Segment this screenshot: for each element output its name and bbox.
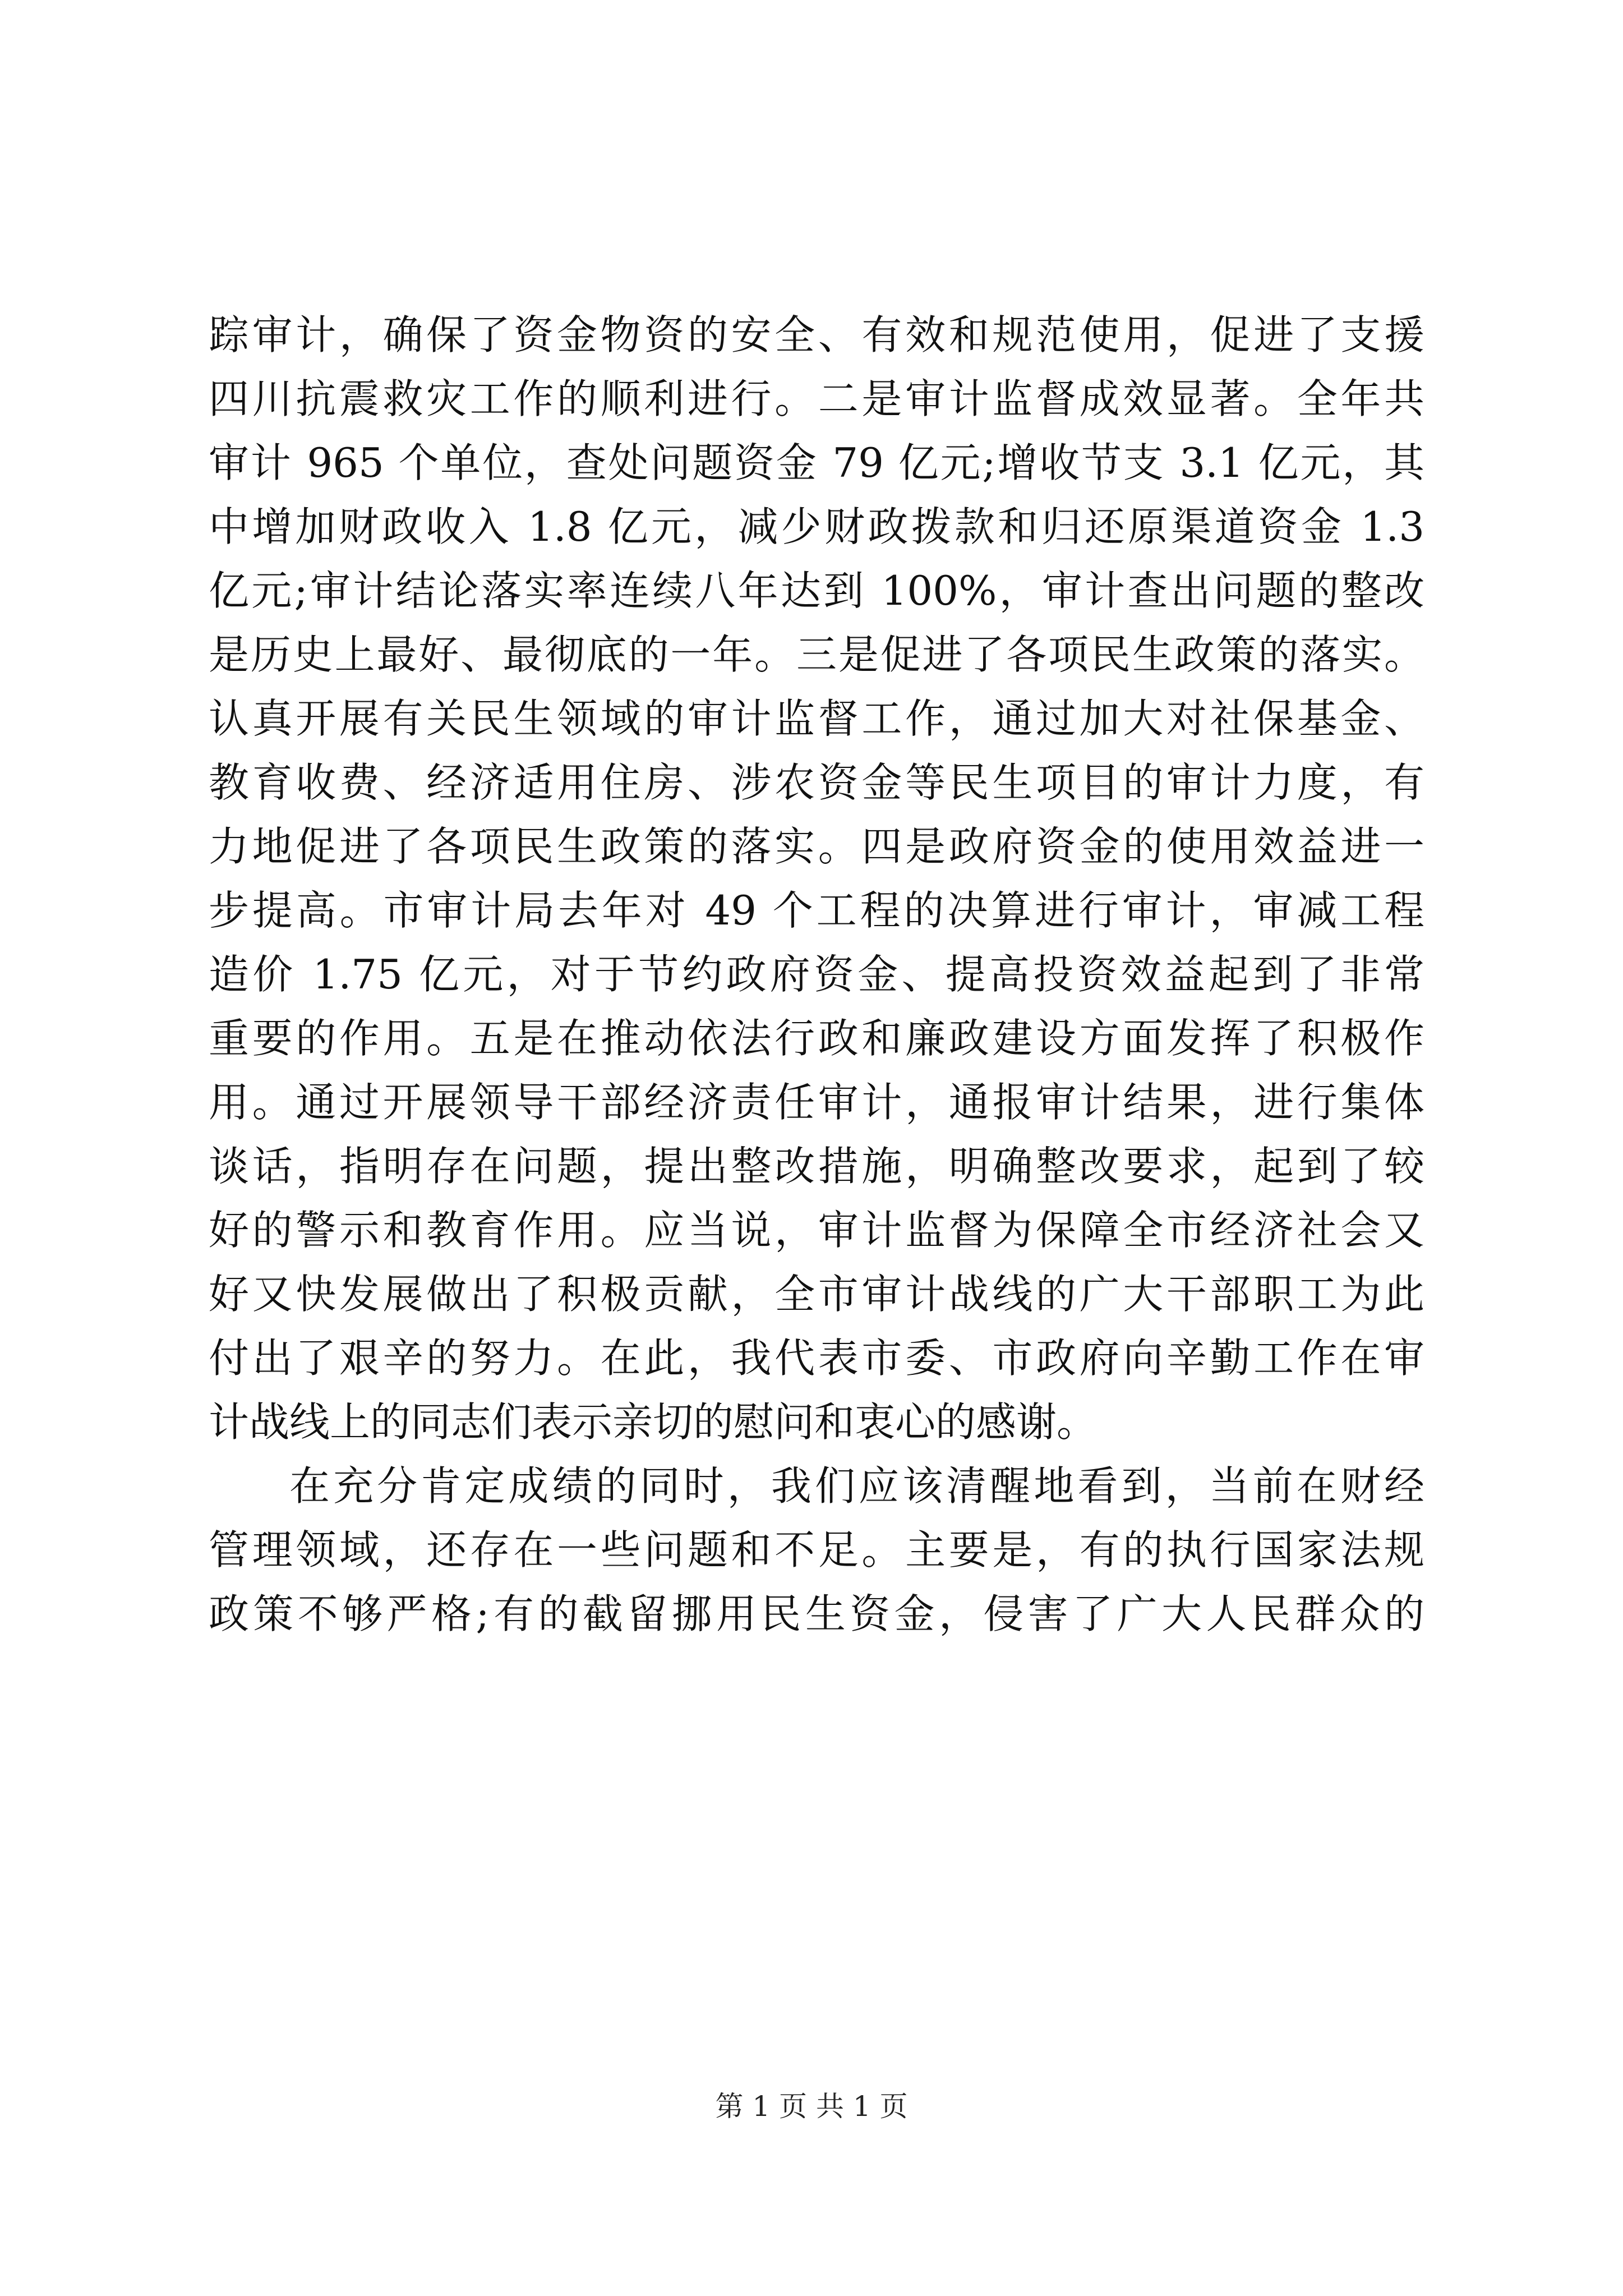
text-line: 在充分肯定成绩的同时，我们应该清醒地看到，当前在财经 [289, 1462, 1424, 1510]
text-line: 是历史上最好、最彻底的一年。三是促进了各项民生政策的落实。 [209, 631, 1424, 678]
text-line: 付出了艰辛的努力。在此，我代表市委、市政府向辛勤工作在审 [209, 1335, 1424, 1382]
document-body [209, 303, 1424, 1646]
text-line: 力地促进了各项民生政策的落实。四是政府资金的使用效益进一 [209, 823, 1424, 870]
text-line: 管理领域，还存在一些问题和不足。主要是，有的执行国家法规 [209, 1526, 1424, 1573]
page-footer: 第 1 页 共 1 页 [715, 2090, 908, 2123]
text-line: 亿元;审计结论落实率连续八年达到 100%，审计查出问题的整改 [209, 567, 1424, 614]
text-line: 造价 1.75 亿元，对于节约政府资金、提高投资效益起到了非常 [209, 951, 1424, 998]
text-line: 政策不够严格;有的截留挪用民生资金，侵害了广大人民群众的 [209, 1590, 1424, 1637]
text-line: 谈话，指明存在问题，提出整改措施，明确整改要求，起到了较 [209, 1143, 1424, 1190]
text-line: 计战线上的同志们表示亲切的慰问和衷心的感谢。 [209, 1398, 1098, 1446]
text-line: 中增加财政收入 1.8 亿元，减少财政拨款和归还原渠道资金 1.3 [209, 503, 1424, 550]
paragraph [209, 1454, 1424, 1646]
text-line: 认真开展有关民生领域的审计监督工作，通过加大对社保基金、 [209, 695, 1424, 742]
text-line: 用。通过开展领导干部经济责任审计，通报审计结果，进行集体 [209, 1079, 1424, 1126]
text-line: 踪审计，确保了资金物资的安全、有效和规范使用，促进了支援 [209, 311, 1424, 358]
text-line: 步提高。市审计局去年对 49 个工程的决算进行审计，审减工程 [209, 887, 1424, 934]
text-line: 重要的作用。五是在推动依法行政和廉政建设方面发挥了积极作 [209, 1015, 1424, 1062]
text-line: 好的警示和教育作用。应当说，审计监督为保障全市经济社会又 [209, 1207, 1424, 1254]
text-line: 教育收费、经济适用住房、涉农资金等民生项目的审计力度，有 [209, 759, 1424, 806]
text-line: 审计 965 个单位，查处问题资金 79 亿元;增收节支 3.1 亿元，其 [209, 439, 1424, 486]
text-line: 四川抗震救灾工作的顺利进行。二是审计监督成效显著。全年共 [209, 375, 1424, 422]
paragraph [209, 303, 1424, 1454]
text-line: 好又快发展做出了积极贡献，全市审计战线的广大干部职工为此 [209, 1271, 1424, 1318]
